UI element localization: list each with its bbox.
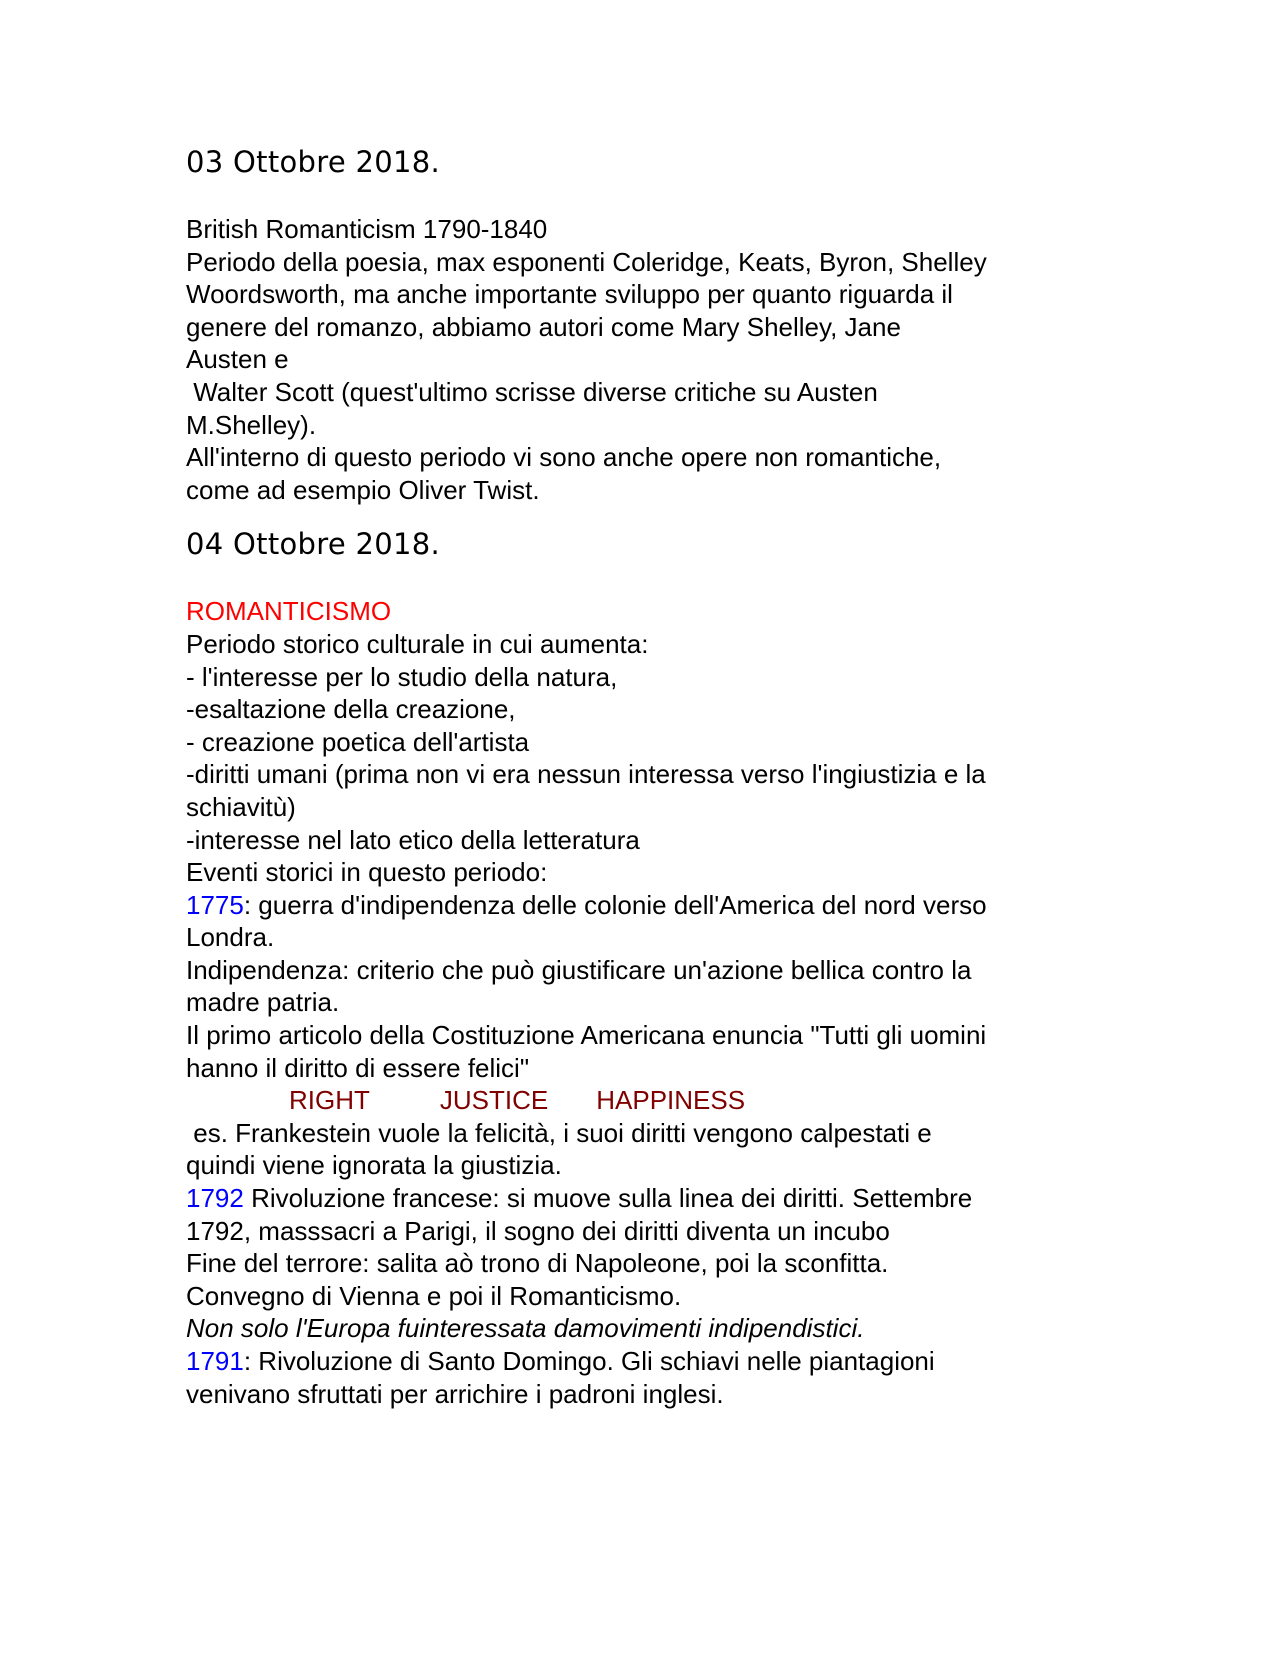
text-line: -diritti umani (prima non vi era nessun interessa verso l'ingiustizia e la <box>186 759 986 790</box>
text-line: madre patria. <box>186 987 340 1018</box>
text-line: Eventi storici in questo periodo: <box>186 857 548 888</box>
text-line: Fine del terrore: salita aò trono di Napoleone, poi la sconfitta. <box>186 1248 889 1279</box>
text-line: Indipendenza: criterio che può giustificare un'azione bellica contro la <box>186 954 972 985</box>
value-happiness: HAPPINESS <box>596 1085 746 1116</box>
year-1775: 1775 <box>186 889 244 920</box>
year-1791: 1791 <box>186 1346 244 1376</box>
text-line: M.Shelley). <box>186 409 317 440</box>
text-line: -interesse nel lato etico della letteratura <box>186 824 640 855</box>
text-line: come ad esempio Oliver Twist. <box>186 474 540 505</box>
date-heading-2: 04 Ottobre 2018. <box>186 527 441 562</box>
text-line: genere del romanzo, abbiamo autori come Mary Shelley, Jane <box>186 311 901 342</box>
text-line: Convegno di Vienna e poi il Romanticismo. <box>186 1280 682 1311</box>
text-line: All'interno di questo periodo vi sono anche opere non romantiche, <box>186 442 942 473</box>
document-page <box>186 144 1106 1410</box>
text-line: Periodo storico culturale in cui aumenta: <box>186 628 649 659</box>
year-1792: 1792 <box>186 1183 244 1214</box>
text-line: quindi viene ignorata la giustizia. <box>186 1150 562 1181</box>
text-line: Periodo della poesia, max esponenti Coleridge, Keats, Byron, Shelley <box>186 246 987 277</box>
event-1775-line <box>186 889 1106 922</box>
date-heading-1: 03 Ottobre 2018. <box>186 145 441 179</box>
text-line: Il primo articolo della Costituzione Americana enuncia "Tutti gli uomini <box>186 1020 987 1051</box>
section-heading-romanticismo: ROMANTICISMO <box>186 596 392 627</box>
italic-note: Non solo l'Europa fuinteressata damovimenti indipendistici. <box>186 1313 865 1344</box>
event-1791-text: : Rivoluzione di Santo Domingo. Gli schiavi nelle piantagioni <box>243 1346 935 1376</box>
text-line: Austen e <box>186 344 289 375</box>
spacer <box>186 506 1106 526</box>
text-line: hanno il diritto di essere felici" <box>186 1052 530 1083</box>
event-1792-line <box>186 1182 1106 1215</box>
text-line: - l'interesse per lo studio della natura, <box>186 661 618 692</box>
value-right: RIGHT <box>289 1085 370 1116</box>
text-line: Londra. <box>186 922 275 953</box>
text-line: schiavitù) <box>186 791 296 822</box>
text-line: Woordsworth, ma anche importante sviluppo per quanto riguarda il <box>186 279 953 310</box>
values-line <box>186 1084 1106 1117</box>
text-line: venivano sfruttati per arrichire i padroni inglesi. <box>186 1378 724 1409</box>
event-1791-line <box>186 1345 1106 1378</box>
text-line: es. Frankestein vuole la felicità, i suoi diritti vengono calpestati e <box>186 1117 932 1148</box>
text-line: - creazione poetica dell'artista <box>186 726 530 757</box>
event-1775-text: : guerra d'indipendenza delle colonie dell'America del nord verso <box>243 889 987 920</box>
text-line: 1792, masssacri a Parigi, il sogno dei diritti diventa un incubo <box>186 1215 890 1246</box>
section-title: British Romanticism 1790-1840 <box>186 214 548 244</box>
spacer <box>186 180 1106 213</box>
value-justice: JUSTICE <box>439 1085 549 1116</box>
spacer <box>186 562 1106 595</box>
text-line: Walter Scott (quest'ultimo scrisse diverse critiche su Austen <box>186 376 878 407</box>
event-1792-text: Rivoluzione francese: si muove sulla linea dei diritti. Settembre <box>243 1183 973 1214</box>
text-line: -esaltazione della creazione, <box>186 694 516 725</box>
